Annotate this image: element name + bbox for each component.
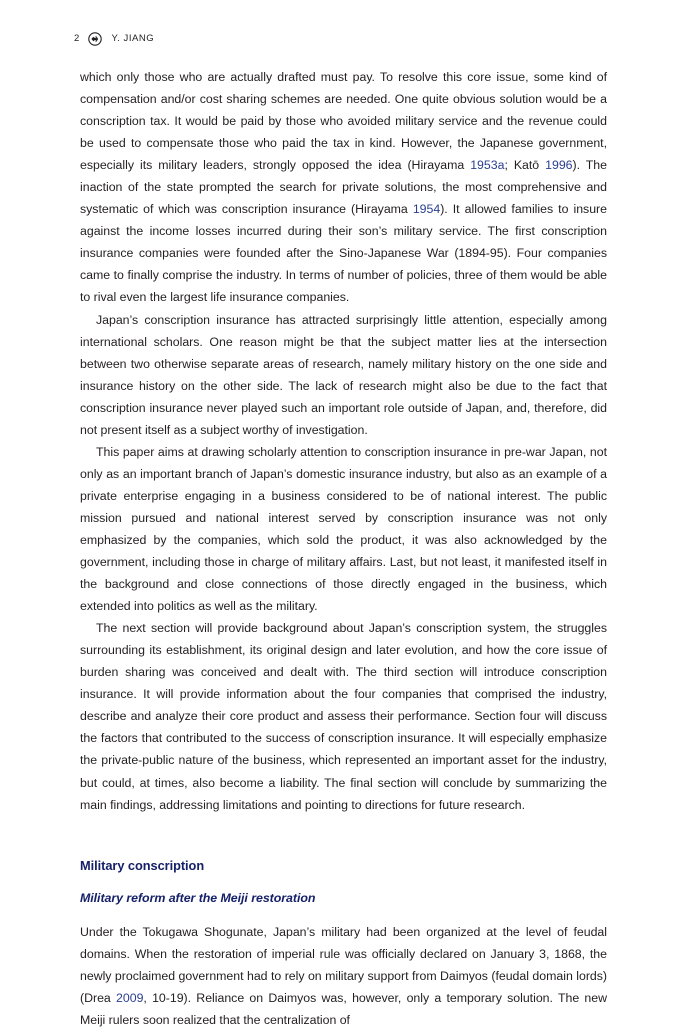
- paragraph: Under the Tokugawa Shogunate, Japan’s military had been organized at the level of feudal domains. When the restoration of imperial rule was officially declared on January 3, 1868, the newly proclaimed government had to rely on military support from Daimyos (feudal domain lords) (Drea 2009, 10-19). Reliance on Daimyos was, however, only a temporary solution. The new Meiji rulers soon realized that the centralization of: [80, 924, 607, 1027]
- paragraph: This paper aims at drawing scholarly attention to conscription insurance in pre-war Japan, not only as an important branch of Japan’s domestic insurance industry, but also as an example of a private enterprise engaging in a business considered to be of national interest. The public mission pursued and national interest served by conscription insurance was not only emphasized by the companies, which sold the product, it was also acknowledged by the government, including those in charge of military affairs. Last, but not least, it manifested itself in the background and close connections of those directly engaged in the business, which extended into politics as well as the military.: [80, 444, 607, 614]
- paragraph: The next section will provide background about Japan’s conscription system, the struggles surrounding its establishment, its original design and later evolution, and how the core issue of burden sharing was conceived and dealt with. The third section will introduce conscription insurance. It will provide information about the four companies that comprised the industry, describe and analyze their core product and assess their performance. Section four will discuss the factors that contributed to the success of conscription insurance. It will especially emphasize the private-public nature of the business, which represented an important asset for the industry, but could, at times, also become a liability. The final section will conclude by summarizing the main findings, addressing limitations and pointing to directions for future research.: [80, 621, 607, 812]
- page-number: 2: [74, 33, 80, 44]
- section-subheading: Military reform after the Meiji restoration: [80, 890, 316, 905]
- citation-link[interactable]: 2009: [116, 990, 144, 1005]
- taylor-francis-circle-icon: [88, 32, 102, 46]
- paragraph: which only those who are actually drafted must pay. To resolve this core issue, some kind of compensation and/or cost sharing schemes are needed. One quite obvious solution would be a conscription tax. It would be paid by those who avoided military service and the revenue could be used to compensate those who paid the tax in kind. However, the Japanese government, especially its military leaders, strongly opposed the idea (Hirayama 1953a; Katō 1996). The inaction of the state prompted the search for private solutions, the most comprehensive and systematic of which was conscription insurance (Hirayama 1954). It allowed families to insure against the income losses incurred during their son’s military service. The first conscription insurance companies were founded after the Sino-Japanese War (1894-95). Four companies came to finally comprise the industry. In terms of number of policies, three of them would be able to rival even the largest life insurance companies.: [80, 70, 607, 305]
- article-body: [80, 66, 607, 1031]
- paragraph: Japan’s conscription insurance has attracted surprisingly little attention, especially among international scholars. One reason might be that the subject matter lies at the intersection between two otherwise separate areas of research, namely military history on the one side and insurance history on the other side. The lack of research might also be due to the fact that conscription insurance never played such an important role outside of Japan, and, therefore, did not present itself as a subject worthy of investigation.: [80, 312, 607, 437]
- citation-link[interactable]: 1996: [545, 158, 573, 173]
- spacer: [80, 816, 607, 857]
- running-title: Y. JIANG: [111, 33, 155, 44]
- section-heading: Military conscription: [80, 857, 205, 873]
- citation-link[interactable]: 1953a: [470, 158, 505, 173]
- running-header: [74, 31, 154, 47]
- spacer: [80, 875, 607, 889]
- spacer: [80, 907, 607, 921]
- citation-link[interactable]: 1954: [412, 202, 441, 217]
